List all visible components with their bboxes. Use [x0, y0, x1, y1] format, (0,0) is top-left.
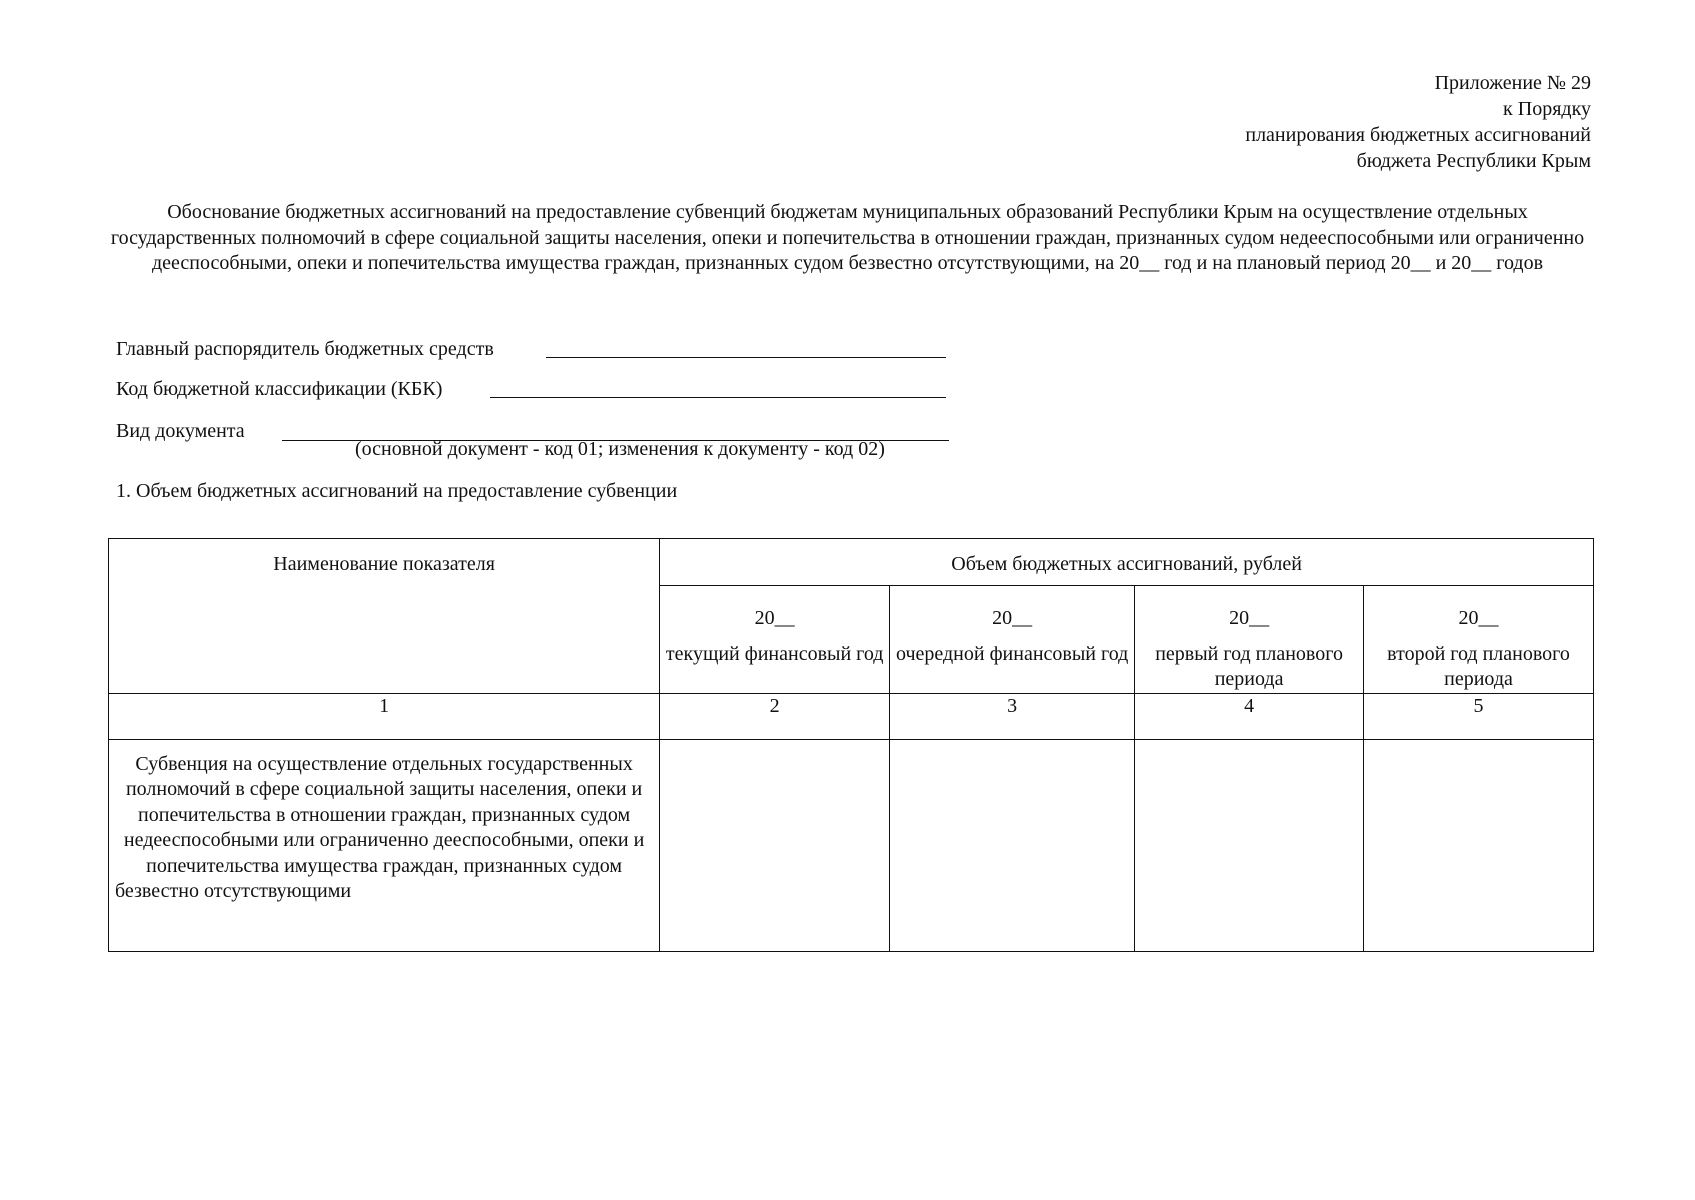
year-placeholder: 20__ — [1229, 607, 1270, 629]
column-number: 3 — [890, 693, 1135, 739]
year-label: первый год планового периода — [1155, 642, 1343, 690]
year-label: второй год планового периода — [1387, 642, 1570, 690]
column-number: 1 — [109, 693, 660, 739]
document-type-hint: (основной документ - код 01; изменения к документу - код 02) — [355, 438, 885, 460]
document-type-field — [116, 418, 885, 460]
indicator-name-cell: Субвенция на осуществление отдельных государственных полномочий в сфере социальной защиты населения, опеки и попечительства в отношении граждан, признанных судом недееспособными или ограниченно дееспособными, опеки и попечительства имущества граждан, признанных судом безвестно отсутствующими — [109, 739, 660, 951]
budget-allocation-table — [108, 538, 1594, 952]
kbk-field — [116, 376, 442, 402]
year-column-header — [1135, 586, 1364, 694]
appendix-order-ref: к Порядку — [1503, 98, 1591, 120]
year-column-header — [660, 586, 890, 694]
document-type-label: Вид документа — [116, 420, 245, 442]
appendix-reference — [1245, 70, 1591, 174]
appendix-budget-name: бюджета Республики Крым — [1356, 150, 1591, 172]
year-column-header — [890, 586, 1135, 694]
budget-manager-input-line[interactable] — [546, 357, 946, 358]
allocation-amount-header: Объем бюджетных ассигнований, рублей — [660, 539, 1594, 586]
section-1-title: 1. Объем бюджетных ассигнований на предоставление субвенции — [116, 480, 678, 502]
budget-manager-label: Главный распорядитель бюджетных средств — [116, 338, 494, 360]
document-title: Обоснование бюджетных ассигнований на предоставление субвенций бюджетам муниципальных образований Республики Крым на осуществление отдельных государственных полномочий в сфере социальной защиты населения, опеки и попечительства в отношении граждан, признанных судом недееспособными или ограниченно дееспособными, опеки и попечительства имущества граждан, признанных судом безвестно отсутствующими, на 20__ год и на плановый период 20__ и 20__ годов — [110, 201, 1585, 274]
year-label: очередной финансовый год — [895, 642, 1129, 665]
amount-cell-current-year[interactable] — [660, 739, 890, 951]
year-label: текущий финансовый год — [665, 642, 884, 665]
year-placeholder: 20__ — [1458, 607, 1499, 629]
column-number: 5 — [1364, 693, 1594, 739]
column-number: 2 — [660, 693, 890, 739]
amount-cell-next-year[interactable] — [890, 739, 1135, 951]
appendix-number: Приложение № 29 — [1434, 72, 1591, 94]
kbk-label: Код бюджетной классификации (КБК) — [116, 378, 443, 400]
kbk-input-line[interactable] — [490, 397, 946, 398]
column-number: 4 — [1135, 693, 1364, 739]
budget-manager-field — [116, 336, 494, 362]
indicator-name-header: Наименование показателя — [109, 539, 660, 694]
year-column-header — [1364, 586, 1594, 694]
appendix-order-name: планирования бюджетных ассигнований — [1245, 124, 1591, 146]
year-placeholder: 20__ — [754, 607, 795, 629]
table-row — [109, 739, 1594, 951]
amount-cell-plan-year-2[interactable] — [1364, 739, 1594, 951]
amount-cell-plan-year-1[interactable] — [1135, 739, 1364, 951]
year-placeholder: 20__ — [992, 607, 1033, 629]
